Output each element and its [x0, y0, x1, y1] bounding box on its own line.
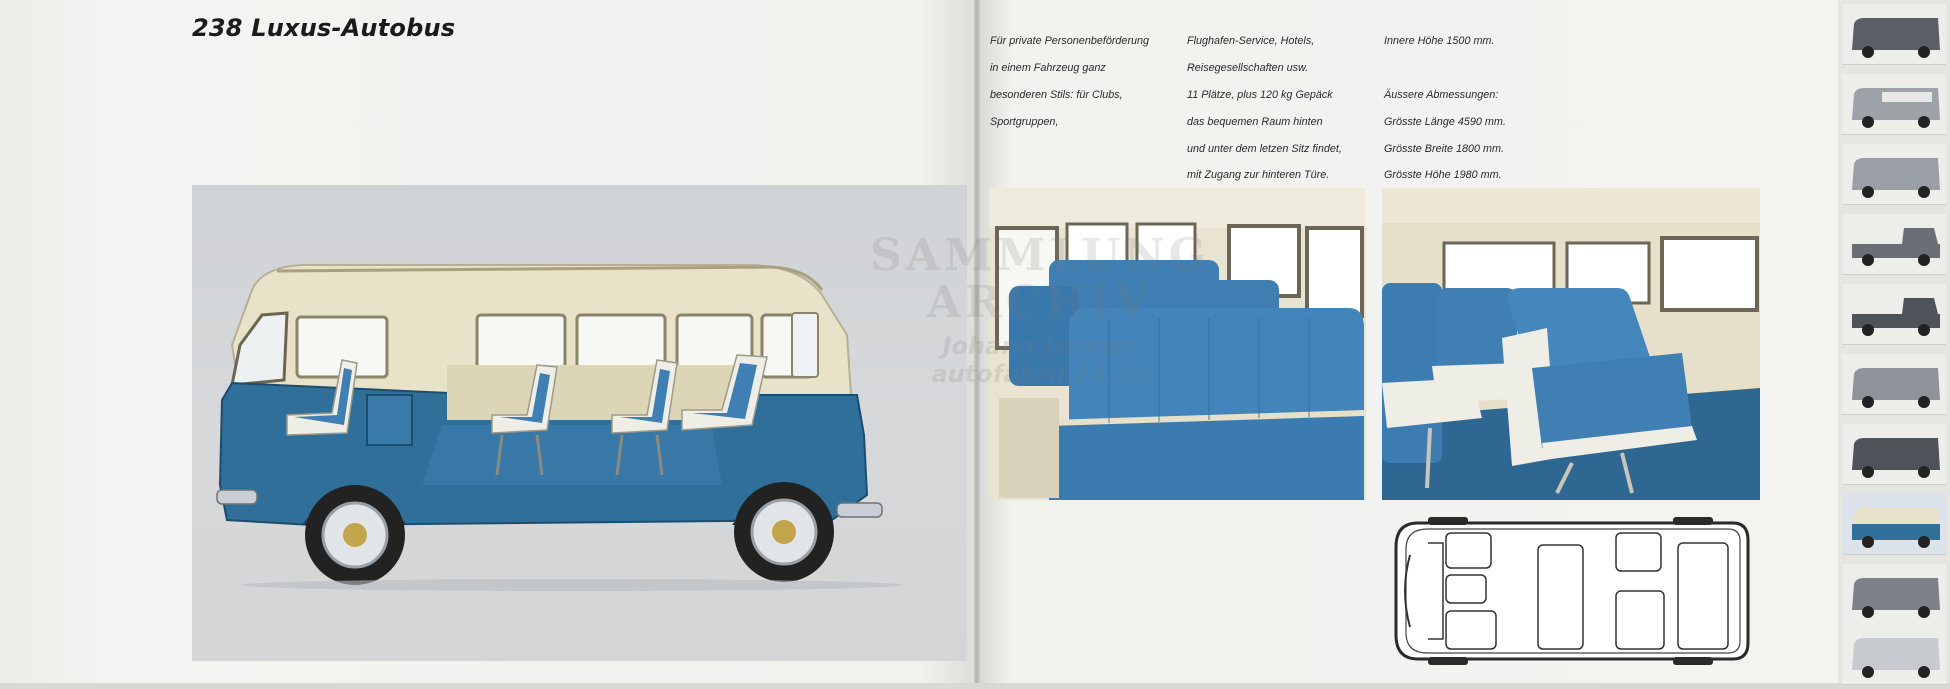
van-thumbnail-icon	[1842, 354, 1946, 414]
minibus-thumbnail-icon	[1842, 74, 1946, 134]
book-spine	[974, 0, 980, 683]
text-line: Grösste Länge 4590 mm.	[1384, 115, 1506, 128]
description-column-1	[990, 22, 1160, 143]
text-line: das bequemen Raum hinten	[1187, 115, 1323, 128]
thumbnail-index-strip	[1838, 0, 1950, 683]
text-line: Äussere Abmessungen:	[1384, 89, 1499, 102]
page-title: 238 Luxus-Autobus	[192, 14, 456, 42]
pickup-thumbnail-icon	[1842, 284, 1946, 344]
bus-cutaway-svg	[192, 185, 967, 661]
floor-plan-diagram	[1388, 515, 1754, 665]
text-line: Grösste Breite 1800 mm.	[1384, 142, 1505, 155]
floor-plan-svg	[1388, 515, 1754, 665]
text-line: und unter dem letzen Sitz findet,	[1187, 142, 1342, 155]
text-line: in einem Fahrzeug ganz	[990, 62, 1106, 75]
van-thumbnail-icon	[1842, 4, 1946, 64]
interior-photo-rear-svg	[1382, 188, 1760, 500]
text-line: Flughafen-Service, Hotels,	[1187, 35, 1315, 48]
text-line: besonderen Stils: für Clubs,	[990, 89, 1123, 102]
thumbnail-van-3	[1842, 144, 1946, 205]
thumbnail-luxury-bus-active	[1842, 494, 1946, 555]
interior-photo-front-svg	[989, 188, 1366, 500]
van-thumbnail-icon	[1842, 564, 1946, 624]
thumbnail-van-2	[1842, 74, 1946, 135]
text-line: 11 Plätze, plus 120 kg Gepäck	[1187, 89, 1333, 102]
thumbnail-pickup-2	[1842, 284, 1946, 345]
interior-photo-front	[989, 188, 1366, 500]
text-line: Für private Personenbeförderung	[990, 35, 1150, 48]
van-thumbnail-icon	[1842, 424, 1946, 484]
van-thumbnail-icon	[1842, 144, 1946, 204]
pickup-thumbnail-icon	[1842, 214, 1946, 274]
bus-cutaway-illustration	[192, 185, 967, 661]
ambulance-thumbnail-icon	[1842, 624, 1946, 684]
bus-thumbnail-icon	[1842, 494, 1946, 554]
thumbnail-van-5	[1842, 424, 1946, 485]
thumbnail-van-1	[1842, 4, 1946, 65]
thumbnail-pickup-1	[1842, 214, 1946, 275]
text-line: mit Zugang zur hinteren Türe.	[1187, 169, 1330, 182]
rear-wheel	[734, 482, 834, 582]
text-line: Grösste Höhe 1980 mm.	[1384, 169, 1502, 182]
text-line	[1384, 62, 1564, 75]
thumbnail-van-6	[1842, 564, 1946, 625]
text-line: Sportgruppen,	[990, 115, 1059, 128]
text-line: Reisegesellschaften usw.	[1187, 62, 1309, 75]
front-wheel	[305, 485, 405, 585]
thumbnail-van-7	[1842, 624, 1946, 685]
interior-photo-rear	[1382, 188, 1760, 500]
thumbnail-van-4	[1842, 354, 1946, 415]
text-line: Innere Höhe 1500 mm.	[1384, 35, 1495, 48]
